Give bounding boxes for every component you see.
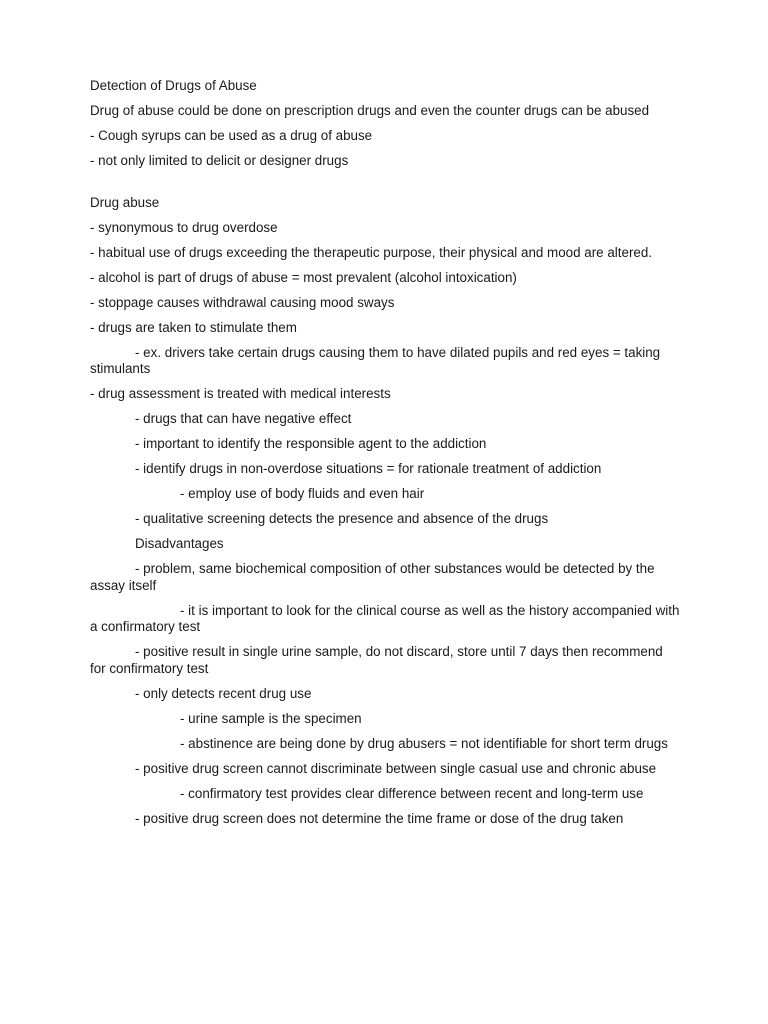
document-paragraph: - problem, same biochemical composition of other substances would be detected by the assay itself bbox=[90, 561, 655, 593]
document-paragraph: - confirmatory test provides clear difference between recent and long-term use bbox=[180, 785, 644, 801]
document-paragraph: - only detects recent drug use bbox=[135, 685, 312, 701]
document-paragraph: - employ use of body fluids and even hair bbox=[180, 486, 425, 501]
document-paragraph: - it is important to look for the clinical course as well as the history accompanied with a confirmatory test bbox=[90, 602, 680, 634]
document-paragraph: - not only limited to delicit or designer drugs bbox=[90, 153, 349, 168]
document-paragraph: - urine sample is the specimen bbox=[180, 710, 362, 726]
document-paragraph: Disadvantages bbox=[135, 536, 224, 551]
document-paragraph: - drugs that can have negative effect bbox=[135, 411, 352, 426]
document-paragraph: - habitual use of drugs exceeding the therapeutic purpose, their physical and mood are altered. bbox=[90, 244, 653, 260]
section-heading: Drug abuse bbox=[90, 194, 160, 210]
document-paragraph: - stoppage causes withdrawal causing mood sways bbox=[90, 294, 395, 310]
document-paragraph: - important to identify the responsible agent to the addiction bbox=[135, 436, 487, 451]
document-paragraph: - qualitative screening detects the presence and absence of the drugs bbox=[135, 511, 549, 526]
document-paragraph: - synonymous to drug overdose bbox=[90, 219, 278, 235]
document-title: Detection of Drugs of Abuse bbox=[90, 78, 257, 93]
document-paragraph: - positive result in single urine sample, do not discard, store until 7 days then recommend for confirmatory test bbox=[90, 644, 663, 676]
document-paragraph: - ex. drivers take certain drugs causing them to have dilated pupils and red eyes = taking stimulants bbox=[90, 344, 661, 376]
document-paragraph: - positive drug screen cannot discriminate between single casual use and chronic abuse bbox=[135, 760, 657, 776]
document-body bbox=[90, 78, 680, 836]
document-paragraph: - alcohol is part of drugs of abuse = most prevalent (alcohol intoxication) bbox=[90, 269, 517, 285]
document-paragraph: - positive drug screen does not determine the time frame or dose of the drug taken bbox=[135, 810, 624, 826]
document-paragraph: - abstinence are being done by drug abusers = not identifiable for short term drugs bbox=[180, 735, 668, 751]
document-paragraph: - drug assessment is treated with medical interests bbox=[90, 386, 391, 401]
document-paragraph: - Cough syrups can be used as a drug of abuse bbox=[90, 128, 373, 143]
document-paragraph: - identify drugs in non-overdose situations = for rationale treatment of addiction bbox=[135, 461, 602, 476]
document-paragraph: - drugs are taken to stimulate them bbox=[90, 319, 297, 335]
document-paragraph: Drug of abuse could be done on prescription drugs and even the counter drugs can be abused bbox=[90, 103, 650, 118]
